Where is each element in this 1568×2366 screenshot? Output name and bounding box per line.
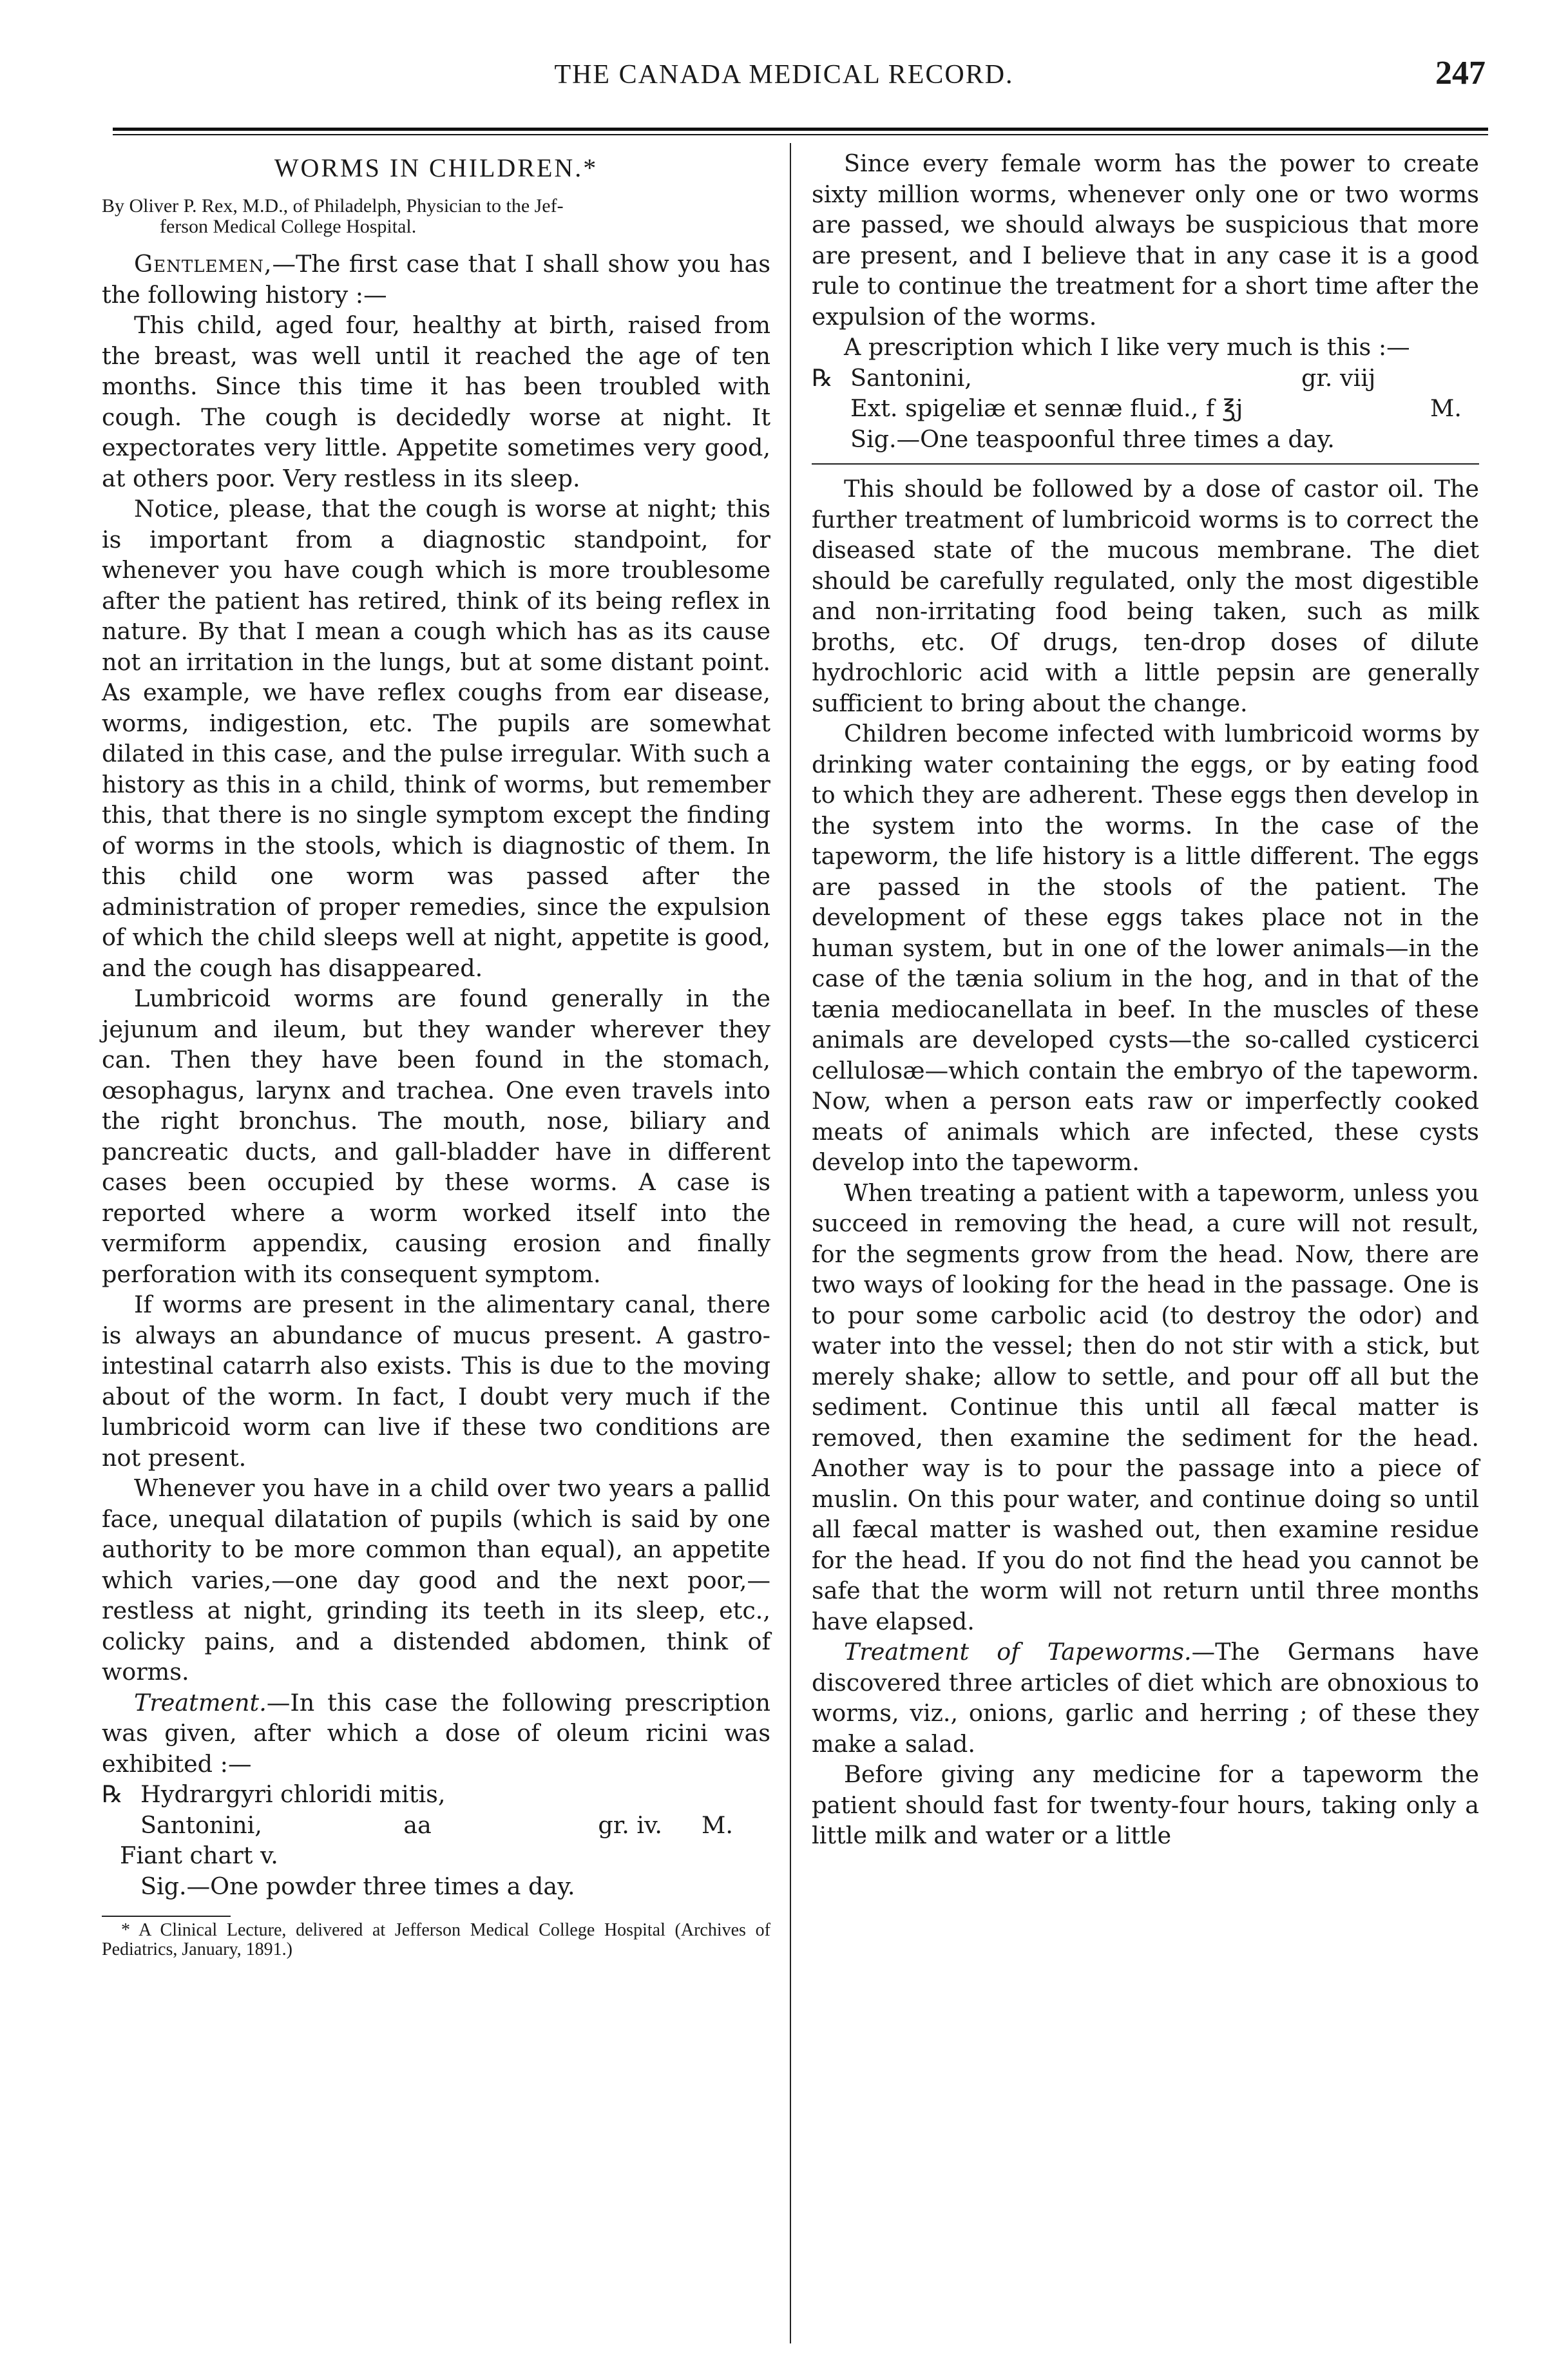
recipe-symbol: ℞ — [812, 363, 833, 392]
rx1-line-a: Hydrargyri chloridi mitis, — [140, 1780, 446, 1808]
tapeworm-treatment-heading: Treatment of Tapeworms. — [844, 1638, 1192, 1666]
paragraph-castor-oil: This should be followed by a dose of castor oil. The further treatment of lumbricoid worms is to correct the diseased state of the mucous membrane. The diet should be carefully regulated, only the most digestible and non-irritating food being taken, such as milk broths, etc. Of drugs, ten-drop doses of dilute hydrochloric acid with a little pepsin are generally sufficient to bring about the change. — [812, 475, 1479, 717]
byline — [102, 196, 770, 237]
rx1-aa: aa — [403, 1811, 432, 1839]
article-title: WORMS IN CHILDREN.* — [274, 153, 598, 182]
section-rule — [812, 463, 1479, 465]
running-title: THE CANADA MEDICAL RECORD. — [554, 60, 1014, 90]
paragraph-symptoms: Whenever you have in a child over two years a pallid face, unequal dilatation of pupils (which is said by one authority to be more common than equal), an appetite which varies,—one day good and the next poor,—restless at night, grinding its teeth in its sleep, etc., colicky pains, and a distended abdomen, think of worms. — [102, 1474, 770, 1686]
prescription-1 — [102, 1779, 770, 1901]
salutation: Gentlemen, — [134, 250, 272, 278]
footnote: * A Clinical Lecture, delivered at Jefferson Medical College Hospital (Archives of Pediatrics, January, 1891.) — [102, 1920, 770, 1959]
column-divider — [790, 143, 791, 2343]
rx2-dose: gr. viij — [1301, 363, 1376, 392]
paragraph-fasting: Before giving any medicine for a tapeworm the patient should fast for twenty-four hours, taking only a little milk and water or a little — [812, 1760, 1479, 1849]
paragraph-intro: Gentlemen,—The first case that I shall show you has the following history :— — [102, 250, 770, 309]
rx2-signa: Sig.—One teaspoonful three times a day. — [850, 425, 1335, 453]
paragraph-female-worm: Since every female worm has the power to create sixty million worms, whenever only one or two worms are passed, we should always be suspicious that more are present, and I believe that in any case it is a good rule to continue the treatment for a short time after the expulsion of the worms. — [812, 149, 1479, 331]
paragraph-tapeworm-treatment: Treatment of Tapeworms.—The Germans have discovered three articles of diet which are obnoxious to worms, viz., onions, garlic and herring ; of these they make a salad. — [812, 1638, 1479, 1758]
paragraph-treatment: Treatment.—In this case the following prescription was given, after which a dose of oleum ricini was exhibited :— — [102, 1688, 770, 1778]
paragraph-location: Lumbricoid worms are found generally in the jejunum and ileum, but they wander wherever they can. Then they have been found in the stomach, œsophagus, larynx and trachea. One even travels into the right bronchus. The mouth, nose, biliary and pancreatic ducts, and gall-bladder have in different cases been occupied by these worms. A case is reported where a worm worked itself into the vermiform appendix, causing erosion and finally perforation with its consequent symptom. — [102, 985, 770, 1288]
byline-line-1: By Oliver P. Rex, M.D., of Philadelph, Physician to the Jef- — [102, 195, 564, 216]
right-column — [812, 148, 1479, 1851]
recipe-symbol: ℞ — [102, 1780, 123, 1808]
rx1-signa: Sig.—One powder three times a day. — [140, 1872, 575, 1900]
paragraph-mucus: If worms are present in the alimentary canal, there is always an abundance of mucus present. A gastro-intestinal catarrh also exists. This is due to the moving about of the worm. In fact, I doubt very much if the lumbricoid worm can live if these two conditions are not present. — [102, 1291, 770, 1472]
rx1-line-c: Fiant chart v. — [120, 1842, 278, 1869]
paragraph-tapeworm-head: When treating a patient with a tapeworm, unless you succeed in removing the head, a cure will not result, for the segments grow from the head. Now, there are two ways of looking for the head in the passage. One is to pour some carbolic acid (to destroy the odor) and water into the vessel; then do not stir with a stick, but merely shake; allow to settle, and pour off all but the sediment. Continue this until all fæcal matter is removed, then examine the sediment for the head. Another way is to pour the passage into a piece of muslin. On this pour water, and continue doing so until all fæcal matter is washed out, then examine residue for the head. If you do not find the head you cannot be safe that the worm will not return until three months have elapsed. — [812, 1178, 1479, 1635]
rx1-line-b: Santonini, — [140, 1811, 262, 1839]
left-column — [102, 148, 770, 1959]
byline-line-2: ferson Medical College Hospital. — [160, 216, 417, 237]
paragraph-prescription-intro: A prescription which I like very much is this :— — [844, 333, 1410, 361]
page-number: 247 — [1435, 55, 1486, 91]
rx2-line-a: Santonini, — [850, 363, 972, 392]
paragraph-infection: Children become infected with lumbricoid worms by drinking water containing the eggs, or by eating food to which they are adherent. These eggs then develop in the system into the worms. In the case of the tapeworm, the life history is a little different. The eggs are passed in the stools of the patient. The development of these eggs takes place not in the human system, but in one of the lower animals—in the case of the tænia solium in the hog, and in that of the tænia mediocanellata in beef. In the muscles of these animals are developed cysts—the so-called cysticerci cellulosæ—which contain the embryo of the tapeworm. Now, when a person eats raw or imperfectly cooked meats of animals which are infected, these cysts develop into the tapeworm. — [812, 720, 1479, 1176]
prescription-2 — [812, 363, 1479, 455]
rx2-mix: M. — [1430, 394, 1462, 422]
rx1-dose: gr. iv. — [598, 1811, 662, 1839]
footnote-rule — [102, 1916, 231, 1917]
paragraph-history: This child, aged four, healthy at birth, raised from the breast, was well until it reached the age of ten months. Since this time it has been troubled with cough. The cough is decidedly worse at night. It expectorates very little. Appetite sometimes very good, at others poor. Very restless in its sleep. — [102, 311, 770, 492]
rx2-line-b: Ext. spigeliæ et sennæ fluid., f ℥j — [850, 394, 1243, 422]
treatment-heading: Treatment. — [134, 1688, 267, 1717]
header-rule — [113, 128, 1488, 135]
paragraph-cough: Notice, please, that the cough is worse at night; this is important from a diagnostic standpoint, for whenever you have cough which is more troublesome after the patient has retired, think of its being reflex in nature. By that I mean a cough which has as its cause not an irritation in the lungs, but at some distant point. As example, we have reflex coughs from ear disease, worms, indigestion, etc. The pupils are somewhat dilated in this case, and the pulse irregular. With such a history as this in a child, think of worms, but remember this, that there is no single symptom except the finding of worms in the stools, which is diagnostic of them. In this child one worm was passed after the administration of proper remedies, since the expulsion of which the child sleeps well at night, appetite is good, and the cough has disappeared. — [102, 495, 770, 982]
rx1-mix: M. — [702, 1811, 733, 1839]
